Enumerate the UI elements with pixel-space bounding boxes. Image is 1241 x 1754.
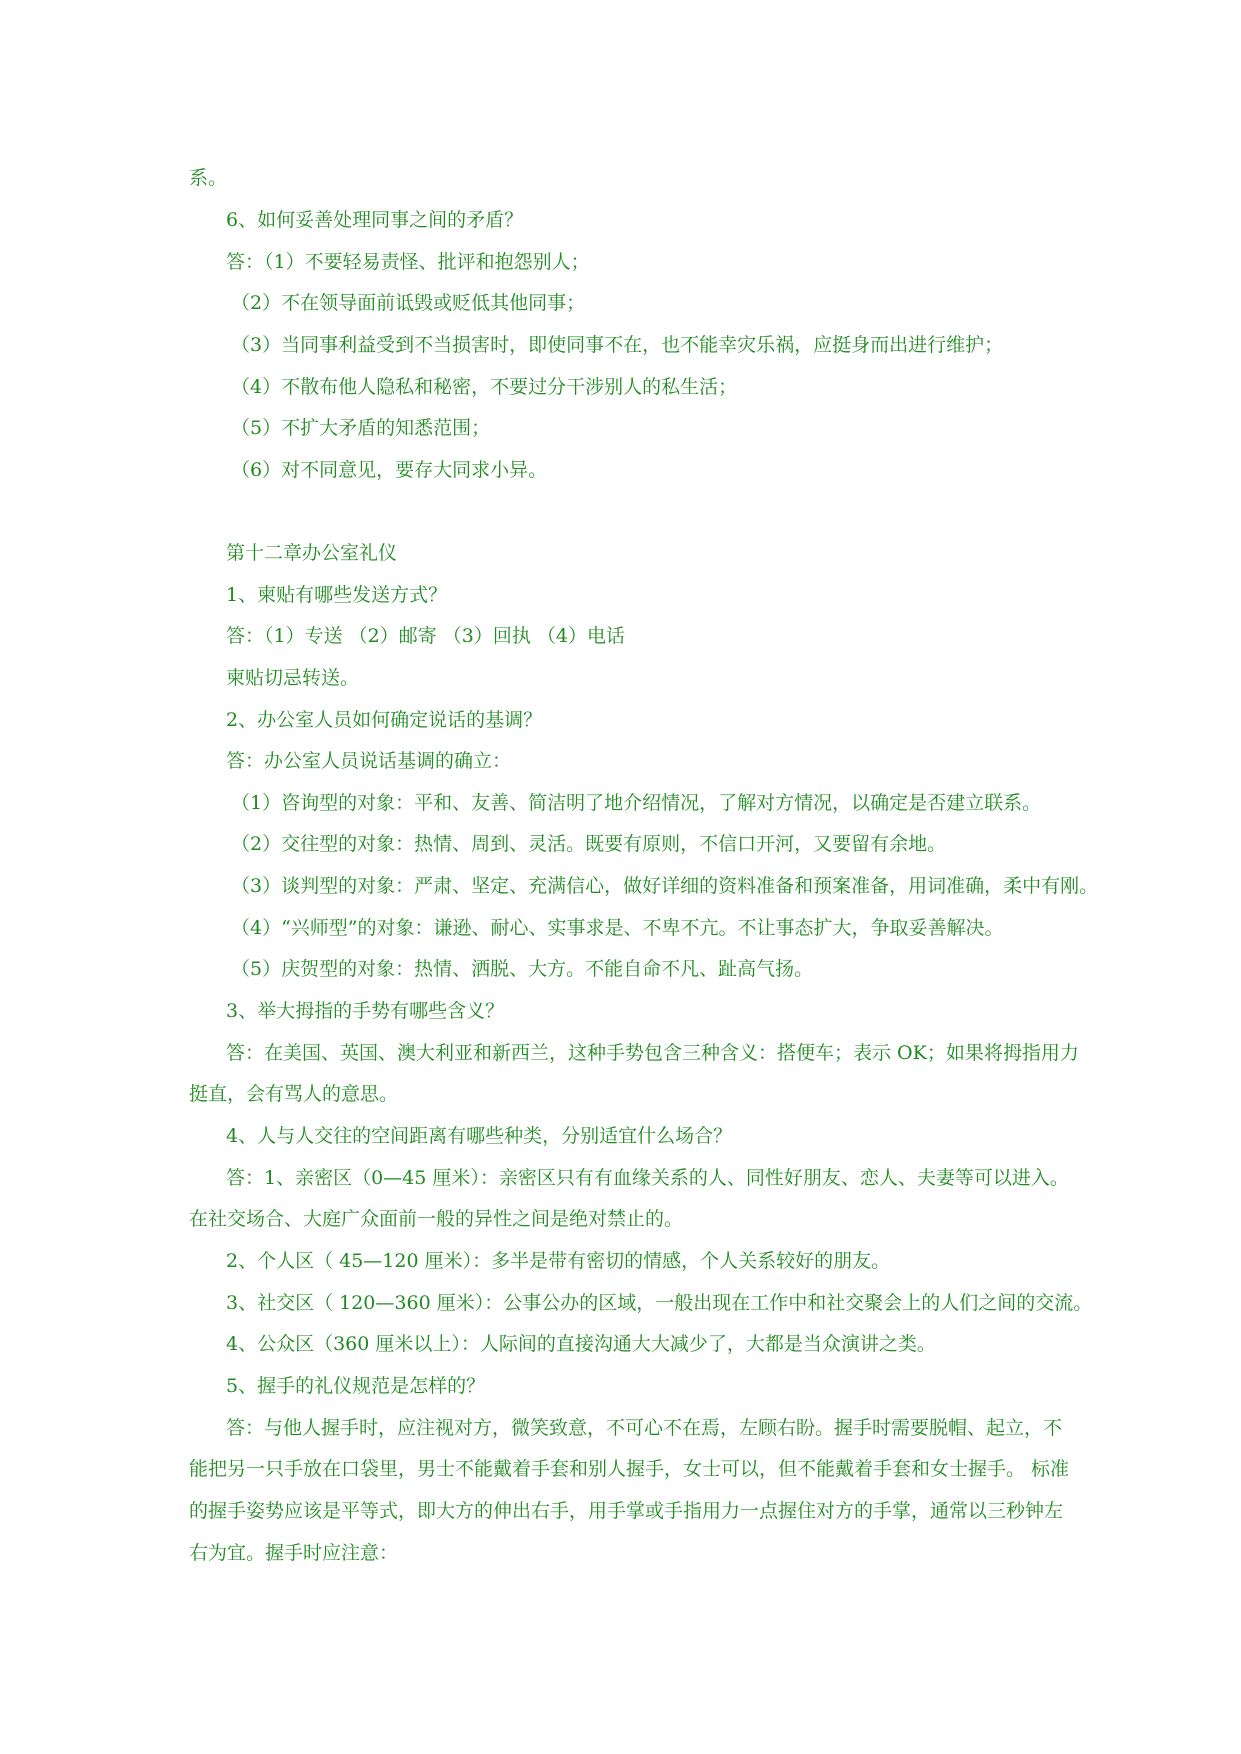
- text-line: 答：与他人握手时，应注视对方，微笑致意，不可心不在焉，左顾右盼。握手时需要脱帽、起立，不: [226, 1417, 1063, 1439]
- chapter-title: 第十二章办公室礼仪: [226, 542, 398, 564]
- list-item: （5）不扩大矛盾的知悉范围；: [231, 417, 491, 439]
- list-item: （5）庆贺型的对象：热情、洒脱、大方。不能自命不凡、趾高气扬。: [231, 958, 814, 980]
- list-item: （3）谈判型的对象：严肃、坚定、充满信心，做好详细的资料准备和预案准备，用词准确，柔中有刚。: [231, 875, 1099, 897]
- text-line: 答：办公室人员说话基调的确立：: [226, 750, 512, 772]
- question-heading: 4、人与人交往的空间距离有哪些种类，分别适宜什么场合？: [226, 1125, 733, 1147]
- question-heading: 3、举大拇指的手势有哪些含义？: [226, 1000, 505, 1022]
- text-line: 在社交场合、大庭广众面前一般的异性之间是绝对禁止的。: [189, 1208, 684, 1230]
- text-line: 挺直，会有骂人的意思。: [189, 1083, 399, 1105]
- list-item: （4）“兴师型”的对象：谦逊、耐心、实事求是、不卑不亢。不让事态扩大，争取妥善解决。: [231, 917, 1004, 939]
- text-line: 4、公众区（360 厘米以上）：人际间的直接沟通大大减少了，大都是当众演讲之类。: [226, 1333, 936, 1355]
- list-item: （1）咨询型的对象：平和、友善、简洁明了地介绍情况，了解对方情况，以确定是否建立联系。: [231, 792, 1042, 814]
- text-line: 答：1、亲密区（0—45 厘米）：亲密区只有有血缘关系的人、同性好朋友、恋人、夫妻等可以进入。: [226, 1167, 1069, 1189]
- question-heading: 1、柬贴有哪些发送方式？: [226, 584, 448, 606]
- text-line: 答：在美国、英国、澳大利亚和新西兰，这种手势包含三种含义：搭便车；表示 OK；如果将拇指用力: [226, 1042, 1079, 1064]
- text-line: 柬贴切忌转送。: [226, 667, 360, 689]
- text-line: 能把另一只手放在口袋里，男士不能戴着手套和别人握手，女士可以，但不能戴着手套和女士握手。 标准: [189, 1458, 1070, 1480]
- question-heading: 6、如何妥善处理同事之间的矛盾？: [226, 209, 524, 231]
- text-line: 系。: [189, 167, 228, 189]
- text-line: 答：（1）专送 （2）邮寄 （3）回执 （4）电话: [226, 625, 625, 647]
- text-line: 2、个人区（ 45—120 厘米）：多半是带有密切的情感，个人关系较好的朋友。: [226, 1250, 891, 1272]
- list-item: （6）对不同意见，要存大同求小异。: [231, 459, 548, 481]
- text-line: 的握手姿势应该是平等式，即大方的伸出右手，用手掌或手指用力一点握住对方的手掌，通常以三秒钟左: [189, 1500, 1064, 1522]
- text-line: 右为宜。握手时应注意：: [189, 1542, 399, 1564]
- list-item: （2）不在领导面前诋毁或贬低其他同事；: [231, 292, 586, 314]
- list-item: （4）不散布他人隐私和秘密，不要过分干涉别人的私生活；: [231, 376, 738, 398]
- text-line: 答：（1）不要轻易责怪、批评和抱怨别人；: [226, 251, 590, 273]
- list-item: （2）交往型的对象：热情、周到、灵活。既要有原则，不信口开河，又要留有余地。: [231, 833, 947, 855]
- question-heading: 2、办公室人员如何确定说话的基调？: [226, 709, 543, 731]
- question-heading: 5、握手的礼仪规范是怎样的？: [226, 1375, 486, 1397]
- text-line: 3、社交区（ 120—360 厘米）：公事公办的区域，一般出现在工作中和社交聚会上的人们之间的交流。: [226, 1292, 1093, 1314]
- list-item: （3）当同事利益受到不当损害时，即使同事不在，也不能幸灾乐祸，应挺身而出进行维护；: [231, 334, 1004, 356]
